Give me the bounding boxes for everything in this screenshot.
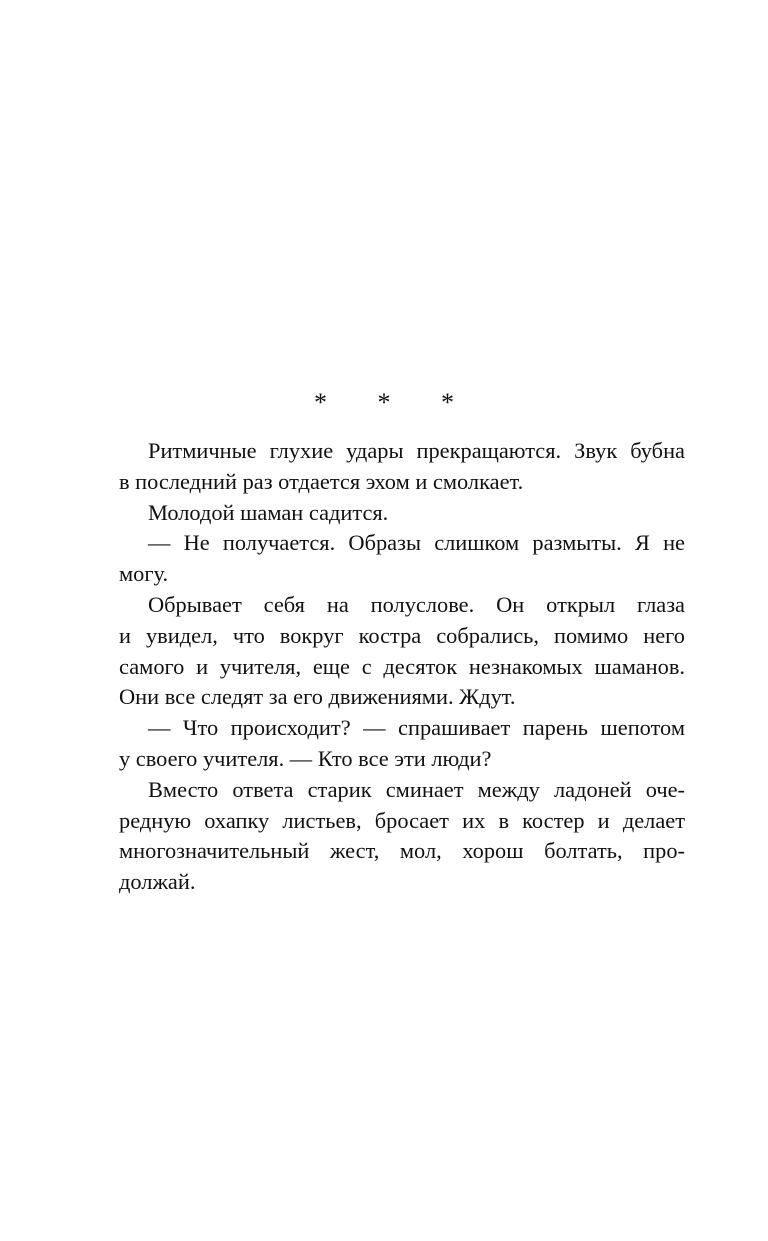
paragraph — [119, 498, 685, 529]
text-line: многозначительный жест, мол, хорош болтать, про- — [119, 838, 685, 864]
paragraph — [119, 436, 685, 498]
paragraph — [119, 713, 685, 775]
text-line: Вместо ответа старик сминает между ладоней оче- — [148, 776, 685, 802]
paragraph — [119, 528, 685, 590]
text-line: Молодой шаман садится. — [148, 499, 389, 525]
text-line: Они все следят за его движениями. Ждут. — [119, 684, 516, 710]
text-line: Ритмичные глухие удары прекращаются. Звук бубна — [148, 438, 685, 463]
text-line: — Что происходит? — спрашивает парень шепотом — [148, 715, 685, 741]
text-line: должай. — [119, 869, 196, 895]
text-line: у своего учителя. — Кто все эти люди? — [119, 745, 492, 771]
section-separator: * * * — [314, 388, 476, 417]
text-line: — Не получается. Образы слишком размыты. Я не — [148, 530, 685, 556]
text-line: самого и учителя, еще с десяток незнакомых шаманов. — [119, 653, 685, 679]
text-line: редную охапку листьев, бросает их в костер и делает — [119, 807, 685, 833]
text-line: могу. — [119, 561, 169, 587]
paragraph — [119, 590, 685, 713]
text-line: и увидел, что вокруг костра собрались, помимо него — [119, 622, 685, 648]
text-line: Обрывает себя на полуслове. Он открыл глаза — [148, 591, 685, 617]
paragraph — [119, 775, 685, 898]
text-line: в последний раз отдается эхом и смолкает. — [119, 468, 524, 494]
body-text — [119, 436, 685, 898]
